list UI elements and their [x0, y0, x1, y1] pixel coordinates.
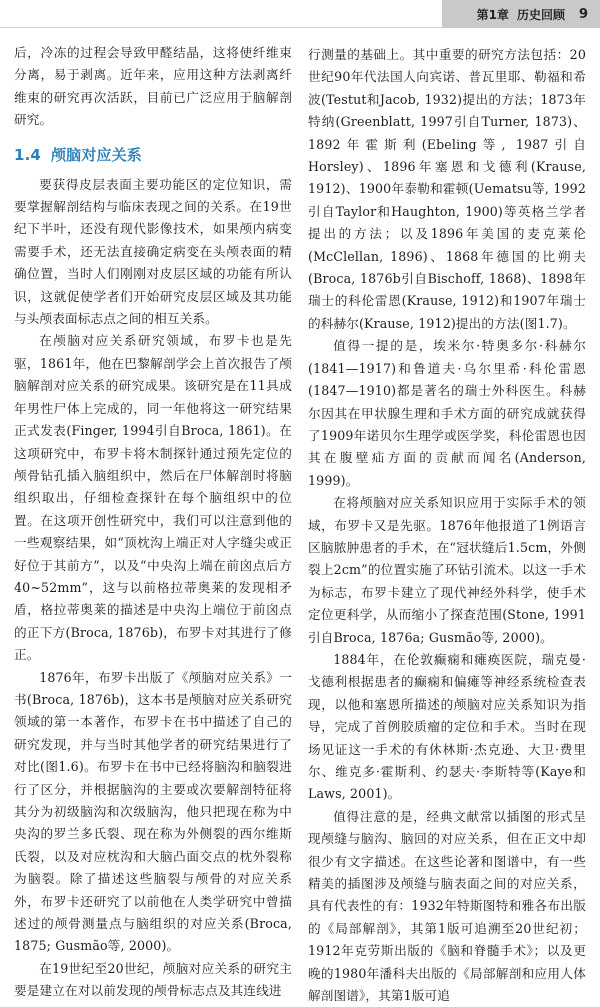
paragraph: 在19世纪至20世纪，颅脑对应关系的研究主要是建立在对以前发现的颅骨标志点及其连线进 — [14, 960, 292, 999]
paragraph: 值得一提的是，埃米尔·特奥多尔·科赫尔(1841—1917)和鲁道夫·乌尔里希·科伦雷恩(1847—1910)都是著名的瑞士外科医生。科赫尔因其在甲状腺生理和手术方面的研究成就获得了1909年诺贝尔生理学或医学奖，科伦雷恩也因其在腹壁疝方面的贡献而闻名(Anderson, 1999)。 — [308, 338, 586, 488]
paragraph: 要获得皮层表面主要功能区的定位知识，需要掌握解剖结构与临床表现之间的关系。在19世纪下半叶，还没有现代影像技术，如果颅内病变需要手术，还无法直接确定病变在头颅表面的精确位置，当时人们刚刚对皮层区域的功能有所认识，这就促使学者们开始研究皮层区域及其功能与头颅表面标志点之间的相互关系。 — [14, 176, 292, 327]
paragraph: 在将颅脑对应关系知识应用于实际手术的领域，布罗卡又是先驱。1876年他报道了1例语言区脑脓肿患者的手术，在“冠状缝后1.5cm，外侧裂上2cm”的位置实施了环钻引流术。以这一手术为标志，布罗卡建立了现代神经外科学，使手术定位更科学，从而缩小了探查范围(Stone, 1991引自Broca, 1876a; Gusmão等, 2000)。 — [308, 495, 586, 645]
left-column — [14, 42, 292, 1003]
right-column — [308, 44, 586, 1007]
paragraph: 1884年，在伦敦癫痫和瘫痪医院，瑞克曼·戈德利根据患者的癫痫和偏瘫等神经系统检查表现，以他和塞恩所描述的颅脑对应关系知识为指导，完成了首例胶质瘤的定位和手术。当时在现场见证这一手术的有休林斯·杰克逊、大卫·费里尔、维克多·霍斯利、约瑟夫·李斯特等(Kaye和Laws, 2001)。 — [308, 651, 586, 802]
header-rule — [0, 27, 442, 28]
section-title: 颅脑对应关系 — [51, 145, 142, 164]
section-heading — [14, 144, 292, 166]
chapter-label: 第1章 — [476, 7, 509, 22]
section-label: 历史回顾 — [516, 7, 565, 22]
paragraph: 在颅脑对应关系研究领域，布罗卡也是先驱，1861年，他在巴黎解剖学会上首次报告了颅脑解剖对应关系的研究成果。该研究是在11具成年男性尸体上完成的，同一年他将这一研究结果正式发表(Finger, 1994引自Broca, 1861)。在这项研究中，布罗卡将木制探针通过预先定位的颅骨钻孔插入脑组织中，然后在尸体解剖时将脑组织取出，仔细检查探针在每个脑组织中的位置。在这项开创性研究中，我们可以注意到他的一些观察结果，如“顶枕沟上端正对人字缝尖或正好位于其前方”，以及“中央沟上端在前囟点后方40~52mm”，这与以前格拉蒂奥莱的发现相矛盾，格拉蒂奥莱的描述是中央沟上端位于前囟点的正下方(Broca, 1876b)，布罗卡对其进行了修正。 — [14, 333, 292, 663]
running-header — [0, 0, 600, 28]
header-tab — [442, 0, 600, 28]
paragraph: 值得注意的是，经典文献常以插图的形式呈现颅缝与脑沟、脑回的对应关系，但在正文中却很少有文字描述。在这些论著和图谱中，有一些精美的插图涉及颅缝与脑表面之间的对应关系，具有代表性的有：1932年特斯图特和雅各布出版的《局部解剖》，其第1版可追溯至20世纪初；1912年克劳斯出版的《脑和脊髓手术》；以及更晚的1980年潘科夫出版的《局部解剖和应用人体解剖图谱》，其第1版可追 — [308, 808, 586, 1004]
paragraph: 1876年，布罗卡出版了《颅脑对应关系》一书(Broca, 1876b)，这本书是颅脑对应关系研究领域的第一本著作，布罗卡在书中描述了自己的研究发现，并与当时其他学者的研究结果进行了对比(图1.6)。布罗卡在书中已经将脑沟和脑裂进行了区分，并根据脑沟的主要或次要解剖特征将其分为初级脑沟和次级脑沟，他只把现在称为中央沟的罗兰多氏裂、现在称为外侧裂的西尔维斯氏裂，以及对应枕沟和大脑凸面交点的枕外裂称为脑裂。除了描述这些脑裂与颅骨的对应关系外，布罗卡还研究了以前他在人类学研究中曾描述过的颅骨测量点与脑组织的对应关系(Broca, 1875; Gusmão等, 2000)。 — [14, 669, 292, 954]
paragraph: 行测量的基础上。其中重要的研究方法包括：20世纪90年代法国人向宾诺、普瓦里耶、勒福和希波(Testut和Jacob, 1932)提出的方法；1873年特纳(Greenblatt, 1997引自Turner, 1873)、1892年霍斯利(Ebeling等, 1987引自Horsley)、1896年塞恩和戈德利(Krause, 1912)、1900年泰勒和霍顿(Uematsu等, 1992引自Taylor和Haughton, 1900)等英格兰学者提出的方法；以及1896年美国的麦克莱伦(McClellan, 1896)、1868年德国的比朔夫(Broca, 1876b引自Bischoff, 1868)、1898年瑞士的科伦雷恩(Krause, 1912)和1907年瑞士的科赫尔(Krause, 1912)提出的方法(图1.7)。 — [308, 47, 586, 331]
page-number: 9 — [578, 6, 588, 22]
intro-paragraph: 后，冷冻的过程会导致甲醛结晶，这将使纤维束分离，易于剥离。近年来，应用这种方法剥离纤维束的研究再次活跃，目前已广泛应用于脑解剖研究。 — [14, 45, 292, 128]
section-number: 1.4 — [14, 145, 42, 164]
